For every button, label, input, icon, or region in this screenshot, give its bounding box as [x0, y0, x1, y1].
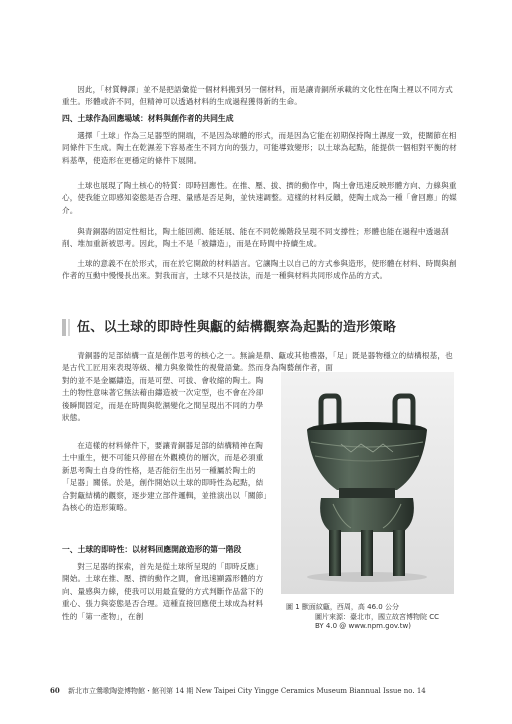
paragraph-foot-structure: 青銅器的足部結構一直是創作思考的核心之一。無論是鼎、甗或其他禮器，「足」既是器物穩立的結構根基，也是古代工匠用來表現等級、權力與象徵性的視覺語彙。然而身為陶藝創作者，面	[62, 351, 453, 373]
paragraph-instant-response: 土球也展現了陶土核心的特質：即時回應性。在推、壓、拔、擠的動作中，陶土會迅速反映形體方向、力線與重心，使我能立即感知姿態是否合理、量感是否足夠，並快速調整。這樣的材料反饋，使陶土成為一種「會回應」的媒介。	[62, 181, 457, 215]
bronze-yan-vessel-image	[281, 372, 454, 594]
subheading-four: 四、土球作為回應場域：材料與創作者的共同生成	[62, 114, 234, 123]
paragraph-bronze-comparison: 與青銅器的固定性相比，陶土能回溯、能延展、能在不同乾燥階段呈現不同支撐性；形體也能在過程中透過刮削、堆加重新被思考。因此，陶土不是「被鑄造」，而是在時間中持續生成。	[62, 227, 449, 249]
paragraph-foot-structure-cont: 對的並不是金屬鑄造，而是可塑、可拔、會收縮的陶土。陶土的物性意味著它無法藉由鑄造被一次定型，也不會在冷卻後瞬間固定，而是在時間與乾濕變化之間呈現出不同的力學狀態。	[62, 376, 264, 423]
page-footer	[50, 686, 470, 696]
paragraph-tripod-exploration: 對三足器的探索，首先是從土球所呈現的「即時反應」開始。土球在推、壓、擠的動作之間，會迅速顯露形體的方向、量感與力線，使我可以用最直覺的方式判斷作品當下的重心、張力與姿態是否合理。這種直接回應使土球成為材料性的「第一產物」，在創	[62, 562, 264, 621]
caption-title: 圖 1 獸面紋甗，西周，高 46.0 公分	[286, 603, 399, 611]
caption-license: BY 4.0 @ www.npm.gov.tw)	[315, 622, 411, 631]
page-number: 60	[50, 686, 60, 695]
section-marker	[62, 319, 66, 336]
section-heading	[62, 316, 462, 340]
journal-title: 新北市立鶯歌陶瓷博物館・館刊第 14 期 New Taipei City Yingge Ceramics Museum Biannual Issue no. 14	[67, 687, 426, 695]
caption-source: 圖片來源：臺北市，國立故宮博物院 CC	[315, 612, 439, 621]
section-title: 伍、以土球的即時性與甗的結構觀察為起點的造形策略	[77, 320, 397, 335]
paragraph-clay-ball-meaning: 土球的意義不在於形式，而在於它開啟的材料語言。它讓陶土以自己的方式參與造形，使形體在材料、時間與創作者的互動中慢慢長出來。對我而言，土球不只是技法，而是一種與材料共同形成作品的方式。	[62, 259, 457, 281]
paragraph-material-conditions: 在這樣的材料條件下，要讓青銅器足部的結構精神在陶土中重生，便不可能只停留在外觀模仿的層次，而是必須重新思考陶土自身的性格，是否能衍生出另一種屬於陶土的「足器」關係。於是，創作開始以土球的即時性為起點，結合對甗結構的觀察，逐步建立部件邏輯，並推演出以「關節」為核心的造形策略。	[62, 441, 268, 513]
figure-bronze-yan-photo	[281, 372, 454, 594]
section-marker-light	[68, 319, 70, 336]
figure-caption	[286, 603, 458, 632]
paragraph-material-translation: 因此，「材質轉譯」並不是把語彙從一個材料搬到另一個材料，而是讓青銅所承載的文化性在陶土裡以不同方式重生。形體或許不同，但精神可以透過材料的生成過程獲得新的生命。	[62, 85, 453, 107]
paragraph-clay-ball-choice: 選擇「土球」作為三足器型的開端，不是因為球體的形式，而是因為它能在初期保持陶土濕度一致，使關節在相同條件下生成。陶土在乾濕差下容易產生不同方向的張力，可能導致變形；以土球為起點，能提供一個相對平衡的材料基準，使造形在更穩定的條件下展開。	[62, 131, 457, 165]
subheading-one: 一、土球的即時性：以材料回應開啟造形的第一階段	[62, 545, 242, 554]
